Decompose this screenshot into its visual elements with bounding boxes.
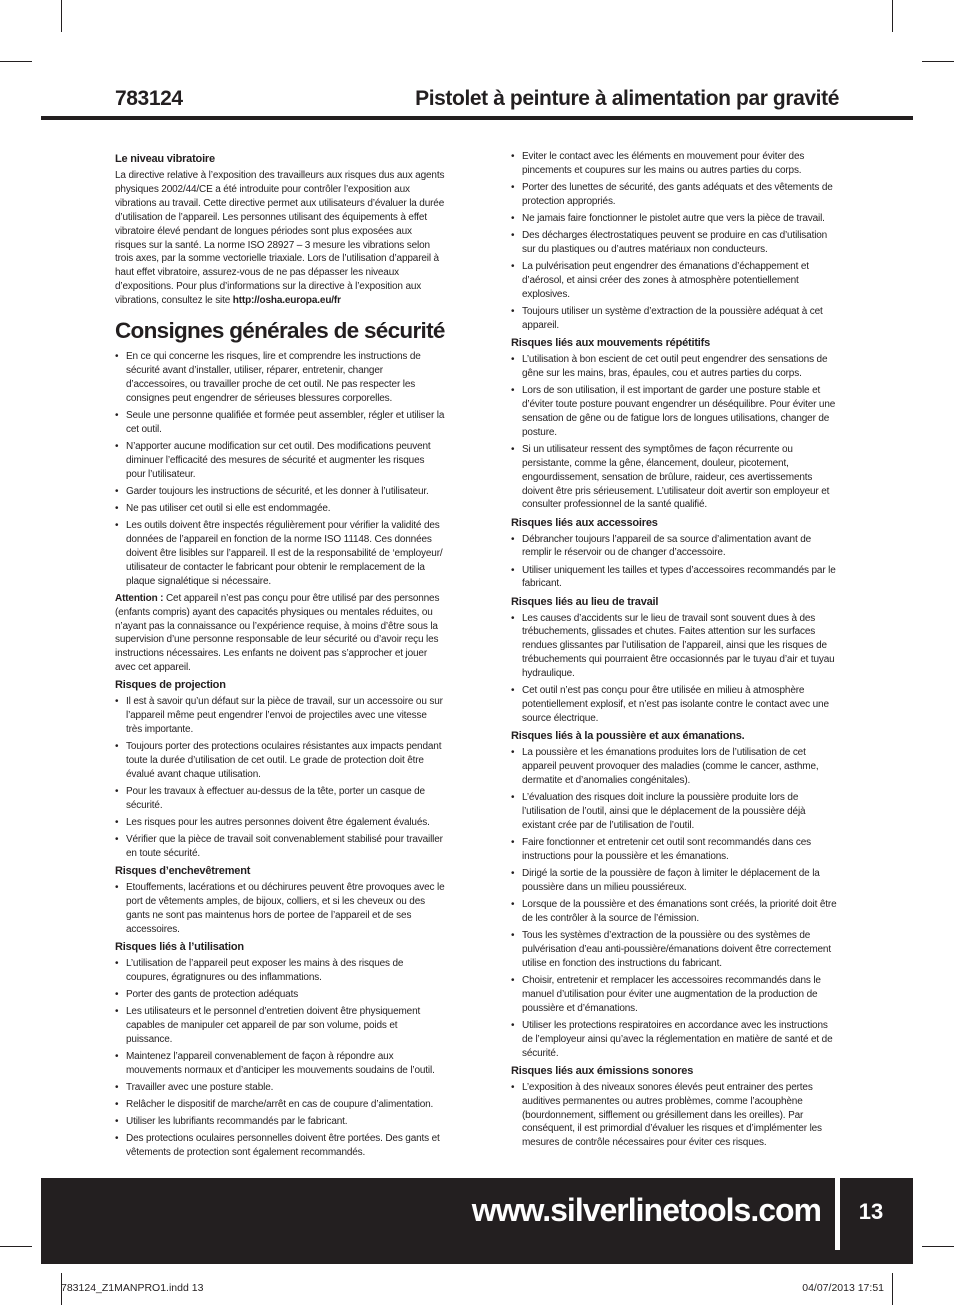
list-item: • Porter des gants de protection adéquats bbox=[115, 988, 445, 1002]
list-item: • Garder toujours les instructions de sécurité, et les donner à l’utilisateur. bbox=[115, 485, 445, 499]
list-item: • L’exposition à des niveaux sonores élevés peut entrainer des pertes auditives permanentes ou autres problèmes, comme l’acouphène (bourdonnement, sifflement ou grésillement dans les oreilles). Par conséquent, il est primordial d’évaluer les risques et d’implémenter les mesures de contrôle nécessaires pour éviter ces risques. bbox=[511, 1081, 841, 1151]
vibration-text: La directive relative à l’exposition des travailleurs aux risques dus aux agents physiques 2002/44/CE a été introduite pour contrôler l’exposition aux vibrations au travail. Cette directive permet aux utilisateurs d’évaluer la durée d’utilisation de l’appareil. Les personnes utilisant des équipements à effet vibratoire élevé pendant de longues périodes sont plus exposées aux risques sur la santé. La norme ISO 28927 – 3 mesure les vibrations selon trois axes, par la somme vectorielle triaxiale. Lors de l’utilisation d’appareil à haut effet vibratoire, assurez-vous de ne pas dépasser les niveaux d’expositions. Pour plus d’informations sur la directive à l’exposition aux vibrations, consultez le site http://osha.europa.eu/fr bbox=[115, 170, 445, 307]
crop-mark bbox=[922, 61, 954, 62]
page-number: 13 bbox=[858, 1199, 884, 1224]
osha-link[interactable]: http://osha.europa.eu/fr bbox=[232, 295, 341, 307]
list-item: • Ne pas utiliser cet outil si elle est endommagée. bbox=[115, 502, 445, 516]
entanglement-list bbox=[115, 881, 445, 937]
list-item: • Des protections oculaires personnelles doivent être portées. Des gants et vêtements de protection sont également recommandés. bbox=[115, 1132, 445, 1160]
list-item: • Débrancher toujours l’appareil de sa source d’alimentation avant de remplir le réservoir ou de changer d’accessoire. bbox=[511, 533, 841, 561]
workplace-list bbox=[511, 612, 841, 726]
repetitive-list bbox=[511, 353, 841, 512]
list-item: • Les outils doivent être inspectés régulièrement pour vérifier la validité des données de l’appareil en fonction de la norme ISO 11148. Ces données doivent être lisibles sur l’appareil. Il est de la responsabilité de ‘employeur/ utilisateur de contacter le fabricant pour obtenir le remplacement de la plaque signalétique si nécessaire. bbox=[115, 519, 445, 589]
noise-list bbox=[511, 1081, 841, 1151]
list-item: • Les risques pour les autres personnes doivent être également évalués. bbox=[115, 816, 445, 830]
list-item: • Les causes d’accidents sur le lieu de travail sont souvent dues à des trébuchements, glissades et chutes. Faites attention sur les surfaces rendues glissantes par l’utilisation de l’appareil, ainsi que les risques de trébuchements qui pourraient être occasionnés par le tuyau d’air et tuyau hydraulique. bbox=[511, 612, 841, 682]
list-item: • En ce qui concerne les risques, lire et comprendre les instructions de sécurité avant d’installer, utiliser, réparer, entretenir, changer d’accessoires, ou travailler proche de cet outil. Ne pas respecter les consignes peut engendrer de sérieuses blessures corporelles. bbox=[115, 350, 445, 406]
list-item: • Pour les travaux à effectuer au-dessus de la tête, porter un casque de sécurité. bbox=[115, 785, 445, 813]
list-item: • Cet outil n’est pas conçu pour être utilisée en milieu à atmosphère potentiellement explosif, et n’est pas isolante contre le contact avec une source électrique. bbox=[511, 684, 841, 726]
list-item: • Toujours porter des protections oculaires résistantes aux impacts pendant toute la durée d’utilisation de cet outil. Le grade de protection doit être évalué avant chaque utilisation. bbox=[115, 740, 445, 782]
product-title: Pistolet à peinture à alimentation par gravité bbox=[415, 87, 839, 110]
list-item: • Seule une personne qualifiée et formée peut assembler, régler et utiliser la cet outil. bbox=[115, 409, 445, 437]
list-item: • Lors de son utilisation, il est important de garder une posture stable et d’éviter toute posture pouvant engendrer un déséquilibre. Pour éviter une sensation de gêne ou de fatigue lors de longues utilisations, changer de posture. bbox=[511, 384, 841, 440]
usage-heading: Risques liés à l’utilisation bbox=[115, 940, 244, 953]
list-item: • Des décharges électrostatiques peuvent se produire en cas d’utilisation sur du plastiques ou d’autres matériaux non conducteurs. bbox=[511, 229, 841, 257]
accessories-heading: Risques liés aux accessoires bbox=[511, 516, 658, 529]
list-item: • La pulvérisation peut engendrer des émanations d’échappement et d’aérosol, et ainsi créer des zones à atmosphère potentiellement explosives. bbox=[511, 260, 841, 302]
crop-mark bbox=[892, 1273, 893, 1305]
attention-note: Attention : Cet appareil n’est pas conçu pour être utilisé par des personnes (enfants compris) ayant des capacités physiques ou mentales réduites, ou n’ayant pas la connaissance ou l’expérience requise, à moins d’être sous la supervision d’une personne responsable de leur sécurité ou d’avoir reçu les instructions nécessaires. Les enfants ne doivent pas s’approcher et jouer avec cet appareil. bbox=[115, 592, 440, 674]
attention-label: Attention : bbox=[115, 592, 164, 604]
list-item: • Porter des lunettes de sécurité, des gants adéquats et des vêtements de protection appropriés. bbox=[511, 181, 841, 209]
crop-mark bbox=[61, 0, 62, 32]
list-item: • Travailler avec une posture stable. bbox=[115, 1081, 445, 1095]
list-item: • N’apporter aucune modification sur cet outil. Des modifications peuvent diminuer l’efficacité des mesures de sécurité et augmenter les risques pour l’utilisateur. bbox=[115, 440, 445, 482]
noise-heading: Risques liés aux émissions sonores bbox=[511, 1064, 694, 1077]
list-item: • Toujours utiliser un système d’extraction de la poussière adéquat à cet appareil. bbox=[511, 305, 841, 333]
product-code: 783124 bbox=[115, 87, 183, 110]
list-item: • Lorsque de la poussière et des émanations sont créés, la priorité doit être de les contrôler à la source de l’émission. bbox=[511, 898, 841, 926]
list-item: • L’utilisation de l’appareil peut exposer les mains à des risques de coupures, égratignures ou des inflammations. bbox=[115, 957, 445, 985]
projection-heading: Risques de projection bbox=[115, 679, 226, 692]
entanglement-heading: Risques d’enchevêtrement bbox=[115, 865, 251, 878]
vibration-heading: Le niveau vibratoire bbox=[115, 153, 215, 165]
list-item: • Utiliser les lubrifiants recommandés par le fabricant. bbox=[115, 1115, 445, 1129]
list-item: • Eviter le contact avec les éléments en mouvement pour éviter des pincements et coupures sur les mains ou autres parties du corps. bbox=[511, 150, 841, 178]
crop-mark bbox=[0, 61, 32, 62]
accessories-list bbox=[511, 533, 841, 592]
list-item: • L’évaluation des risques doit inclure la poussière produite lors de l’utilisation de l’outil, ainsi que le déplacement de la poussière déjà existant crée par de l’utilisation de l’outil. bbox=[511, 791, 841, 833]
projection-list bbox=[115, 695, 445, 861]
header-rule bbox=[41, 116, 913, 120]
general-safety-list bbox=[115, 350, 445, 588]
list-item: • Vérifier que la pièce de travail soit convenablement stabilisé pour travailler en toute sécurité. bbox=[115, 833, 445, 861]
workplace-heading: Risques liés au lieu de travail bbox=[511, 595, 659, 608]
website-url[interactable]: www.silverlinetools.com bbox=[471, 1192, 821, 1228]
right-column bbox=[511, 150, 841, 1153]
slug-filename: 783124_Z1MANPRO1.indd 13 bbox=[61, 1282, 204, 1294]
left-column bbox=[115, 150, 445, 1163]
usage-list bbox=[115, 957, 445, 1160]
list-item: • Dirigé la sortie de la poussière de façon à limiter le déplacement de la poussière dans un milieu poussiéreux. bbox=[511, 867, 841, 895]
list-item: • Tous les systèmes d’extraction de la poussière ou des systèmes de pulvérisation d’eau anti-poussière/émanations doivent être correctement utilise en fonction des instructions du fabricant. bbox=[511, 929, 841, 971]
list-item: • Les utilisateurs et le personnel d’entretien doivent être physiquement capables de manipuler cet appareil de par son volume, poids et puissance. bbox=[115, 1005, 445, 1047]
crop-mark bbox=[0, 1246, 32, 1247]
slug-date: 04/07/2013 17:51 bbox=[802, 1282, 884, 1294]
page-header bbox=[41, 84, 913, 120]
list-item: • Etouffements, lacérations et ou déchirures peuvent être provoques avec le port de vêtements amples, de bijoux, colliers, et si les cheveux ou des gants ne sont pas maintenus hors de portee de l’appareil et de ses accessoires. bbox=[115, 881, 445, 937]
list-item: • Choisir, entretenir et remplacer les accessoires recommandés dans le manuel d’utilisation pour éviter une augmentation de la production de poussière et d’émanations. bbox=[511, 974, 841, 1016]
repetitive-heading: Risques liés aux mouvements répétitifs bbox=[511, 337, 711, 349]
dust-heading: Risques liés à la poussière et aux émanations. bbox=[511, 730, 745, 743]
list-item: • Faire fonctionner et entretenir cet outil sont recommandés dans ces instructions pour la poussière et les émanations. bbox=[511, 836, 841, 864]
list-item: • Maintenez l’appareil convenablement de façon à répondre aux mouvements normaux et d’anticiper les mouvements soudains de l’outil. bbox=[115, 1050, 445, 1078]
list-item: • Il est à savoir qu’un défaut sur la pièce de travail, sur un accessoire ou sur l’appareil même peut engendrer l’envoi de projectiles avec une vitesse très importante. bbox=[115, 695, 445, 737]
list-item: • Ne jamais faire fonctionner le pistolet autre que vers la pièce de travail. bbox=[511, 212, 841, 226]
list-item: • L’utilisation à bon escient de cet outil peut engendrer des sensations de gêne sur les mains, bras, épaules, cou et autres parties du corps. bbox=[511, 353, 841, 381]
crop-mark bbox=[892, 0, 893, 32]
usage-continued-list bbox=[511, 150, 841, 333]
list-item: • La poussière et les émanations produites lors de l’utilisation de cet appareil peuvent provoquer des maladies (comme le cancer, asthme, dermatite et d’anomalies congénitales). bbox=[511, 746, 841, 788]
footer-bar bbox=[41, 1178, 913, 1264]
dust-list bbox=[511, 746, 841, 1060]
list-item: • Si un utilisateur ressent des symptômes de façon récurrente ou persistante, comme la gêne, élancement, douleur, picotement, engourdissement, sensation de brûlure, raideur, ces avertissements doivent être pris sérieusement. L’utilisateur doit avertir son employeur et consulter professionnel de la santé qualifié. bbox=[511, 443, 841, 513]
list-item: • Utiliser uniquement les tailles et types d’accessoires recommandés par le fabricant. bbox=[511, 564, 841, 592]
list-item: • Relâcher le dispositif de marche/arrêt en cas de coupure d’alimentation. bbox=[115, 1098, 445, 1112]
crop-mark bbox=[922, 1246, 954, 1247]
general-safety-heading: Consignes générales de sécurité bbox=[115, 318, 445, 344]
list-item: • Utiliser les protections respiratoires en accordance avec les instructions de l’employeur ainsi qu’avec la réglementation en matière de santé et de sécurité. bbox=[511, 1019, 841, 1061]
